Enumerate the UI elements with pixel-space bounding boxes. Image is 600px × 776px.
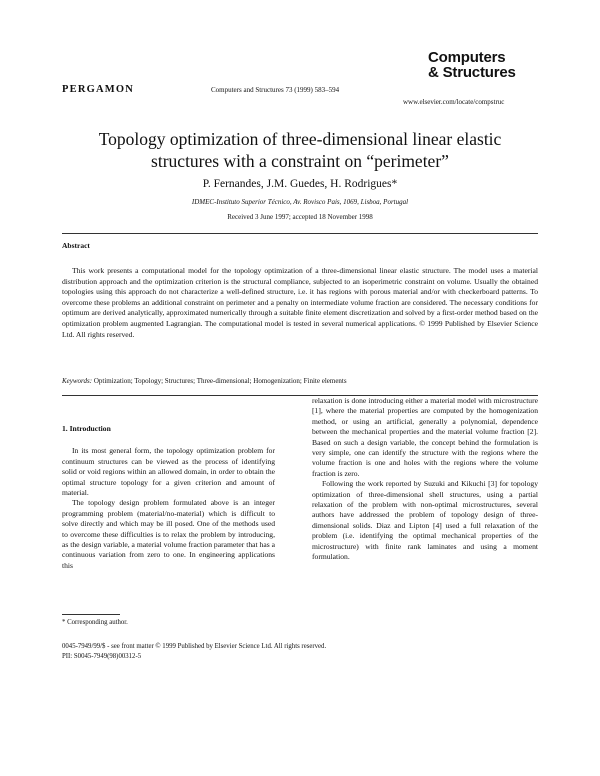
publisher-logo-text: PERGAMON <box>62 84 135 95</box>
footnote-rule <box>62 614 120 615</box>
journal-url[interactable]: www.elsevier.com/locate/compstruc <box>403 98 505 106</box>
abstract-heading: Abstract <box>62 241 90 250</box>
paragraph: relaxation is done introducing either a material model with microstructure [1], where the material properties are computed by the homogenization method, or using an artificial, generally a polynomial, dependence between the mechanical properties and the material volume fraction [2]. Based on such a design variable, the concept behind the formulation is very simple, one can identify the structure with the regions where the volume fraction is one and holes with the regions where the volume fraction is zero. <box>312 396 538 478</box>
right-column <box>312 396 538 563</box>
title-line-1: Topology optimization of three-dimensional linear elastic <box>98 129 502 149</box>
title-line-2: structures with a constraint on “perimeter” <box>151 151 449 171</box>
abstract-text: This work presents a computational model for the topology optimization of a three-dimensional linear elastic structure. The model uses a material distribution approach and the optimization criterion is the structural compliance, subjected to an isoperimetric constraint on volume. Usually the obtained topologies using this approach do not characterize a well-defined structure, i.e. it has regions with porous material and/or with checkerboard patterns. To overcome these problems an additional constraint on perimeter and a penalty on intermediate volume fraction are considered. The necessary conditions for optimum are derived analytically, approximated numerically through a suitable finite element discretization and solved by a first-order method based on the optimization problem augmented Lagrangian. The computational model is tested in several numerical applications. © 1999 Published by Elsevier Science Ltd. All rights reserved. <box>62 266 538 339</box>
paragraph: In its most general form, the topology optimization problem for continuum structures can be viewed as the process of identifying solid or void regions within an allowed domain, in order to obtain the optimal structure topology for a given criterion and amount of material. <box>62 446 275 498</box>
article-title <box>0 128 600 172</box>
issn-line: 0045-7949/99/$ - see front matter © 1999 Published by Elsevier Science Ltd. All rights reserved. <box>62 643 327 650</box>
brand-line-2: & Structures <box>428 64 516 81</box>
keywords <box>62 377 538 385</box>
abstract-top-rule <box>62 233 538 234</box>
received-dates: Received 3 June 1997; accepted 18 November 1998 <box>227 213 373 221</box>
paragraph: Following the work reported by Suzuki and Kikuchi [3] for topology optimization of three-dimensional shell structures, using a partial relaxation of the problem with non-optimal microstructures, several authors have addressed the problem of topology design of three-dimensional solids. Diaz and Lipton [4] used a full relaxation of the problem (i.e. identifying the optimal mechanical properties of the microstructure) with finite rank laminates and using a moment formulation. <box>312 479 538 562</box>
brand-line-1: Computers <box>428 49 506 66</box>
author-list: P. Fernandes, J.M. Guedes, H. Rodrigues* <box>202 178 398 190</box>
keywords-list: Optimization; Topology; Structures; Three-dimensional; Homogenization; Finite elements <box>93 377 347 385</box>
journal-brand <box>428 50 516 80</box>
pii-line: PII: S0045-7949(98)00312-5 <box>62 652 142 660</box>
left-column <box>62 424 275 571</box>
affiliation: IDMEC-Instituto Superior Técnico, Av. Rovisco Pais, 1069, Lisboa, Portugal <box>191 198 409 206</box>
paragraph: The topology design problem formulated above is an integer programming problem (material/no-material) which is difficult to solve directly and which may be ill posed. One of the methods used to overcome these difficulties is to relax the problem by introducing, as the design variable, a material volume fraction parameter that has a continuous variation from zero to one. In engineering applications this <box>62 498 275 570</box>
publication-meta <box>62 642 326 661</box>
keywords-label: Keywords: <box>62 377 93 385</box>
footnote: * Corresponding author. <box>62 619 128 626</box>
journal-reference: Computers and Structures 73 (1999) 583–594 <box>211 86 340 94</box>
section-heading: 1. Introduction <box>62 424 111 433</box>
